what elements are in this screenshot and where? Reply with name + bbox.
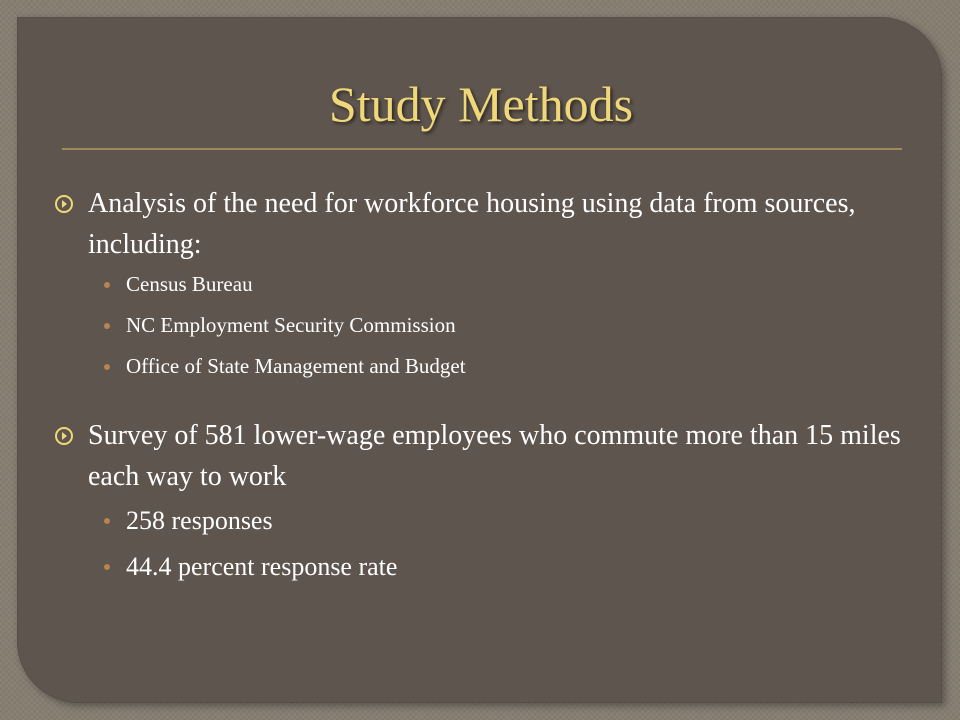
section-text: Analysis of the need for workforce housing using data from sources, including: [88,188,856,260]
dot-bullet-icon [104,282,110,288]
slide-content [52,183,912,582]
list-item-label: NC Employment Security Commission [126,313,456,337]
bullet-section-survey [52,415,912,582]
dot-bullet-icon [104,564,110,570]
list-item [88,315,912,336]
list-item-label: Census Bureau [126,272,253,296]
bullet-section-analysis [52,183,912,377]
survey-result-list [88,506,912,582]
circle-arrow-right-icon [54,194,74,214]
dot-bullet-icon [104,364,110,370]
section-text: Survey of 581 lower-wage employees who commute more than 15 miles each way to work [88,420,901,492]
circle-arrow-right-icon [54,426,74,446]
list-item [88,506,912,536]
dot-bullet-icon [104,323,110,329]
list-item [88,274,912,295]
data-source-list [88,274,912,377]
list-item-label: Office of State Management and Budget [126,354,466,378]
dot-bullet-icon [104,518,110,524]
list-item-label: 258 responses [126,506,273,535]
list-item-label: 44.4 percent response rate [126,552,398,581]
title-divider [62,148,902,150]
list-item [88,356,912,377]
slide-title: Study Methods [328,76,634,132]
list-item [88,552,912,582]
